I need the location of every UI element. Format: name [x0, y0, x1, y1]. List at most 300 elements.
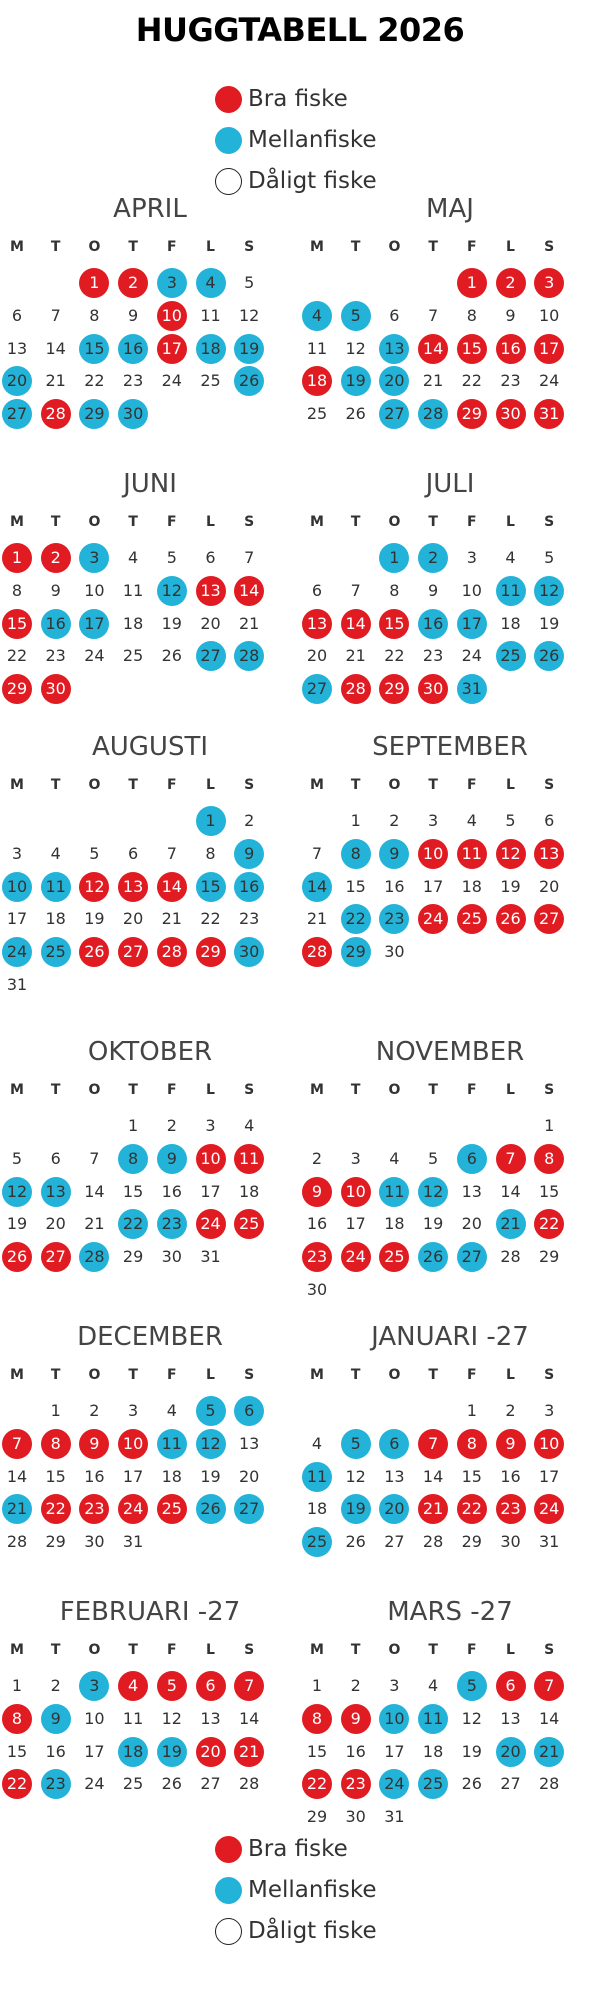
day-bra: 3 — [534, 268, 564, 298]
day-daligt: 25 — [306, 404, 328, 424]
day-mellan: 13 — [41, 1177, 71, 1207]
day-mellan: 27 — [2, 399, 32, 429]
day-bra: 9 — [341, 1704, 371, 1734]
day-daligt: 15 — [461, 1466, 482, 1486]
day-mellan: 16 — [41, 609, 71, 639]
day-mellan: 20 — [379, 1494, 409, 1524]
day-mellan: 12 — [157, 576, 187, 606]
day-mellan: 1 — [196, 806, 226, 836]
day-daligt: 1 — [466, 1401, 477, 1420]
day-daligt: 15 — [345, 876, 366, 896]
day-daligt: 28 — [6, 1532, 28, 1552]
day-mellan: 12 — [196, 1429, 226, 1459]
day-bra: 13 — [534, 839, 564, 869]
day-daligt: 26 — [461, 1774, 482, 1794]
day-daligt: 20 — [45, 1214, 66, 1234]
legend-dot-daligt — [215, 1918, 242, 1945]
day-daligt: 16 — [345, 1741, 366, 1761]
weekday-label: F — [467, 1642, 477, 1658]
day-daligt: 20 — [306, 646, 328, 666]
month-februari-27 — [0, 1593, 300, 1863]
day-daligt: 4 — [466, 811, 477, 830]
day-mellan: 29 — [341, 937, 371, 967]
day-daligt: 15 — [306, 1741, 328, 1761]
weekday-label: L — [506, 239, 515, 255]
day-bra: 6 — [196, 1671, 226, 1701]
day-bra: 21 — [418, 1494, 448, 1524]
day-bra: 29 — [457, 399, 487, 429]
day-daligt: 24 — [84, 646, 105, 666]
day-mellan: 27 — [457, 1242, 487, 1272]
day-mellan: 11 — [157, 1429, 187, 1459]
day-mellan: 19 — [234, 334, 264, 364]
day-daligt: 26 — [345, 404, 366, 424]
day-mellan: 9 — [41, 1704, 71, 1734]
weekday-label: M — [310, 777, 324, 793]
day-daligt: 20 — [200, 613, 221, 633]
weekday-label: O — [88, 777, 101, 793]
day-bra: 20 — [196, 1737, 226, 1767]
day-daligt: 12 — [461, 1708, 482, 1728]
day-mellan: 24 — [2, 937, 32, 967]
day-mellan: 21 — [534, 1737, 564, 1767]
day-daligt: 14 — [45, 338, 66, 358]
day-daligt: 15 — [539, 1181, 560, 1201]
day-daligt: 19 — [422, 1214, 444, 1234]
day-daligt: 18 — [422, 1741, 444, 1761]
day-mellan: 17 — [457, 609, 487, 639]
day-bra: 5 — [157, 1671, 187, 1701]
day-daligt: 30 — [384, 942, 405, 962]
weekday-label: F — [167, 239, 177, 255]
day-mellan: 25 — [418, 1769, 448, 1799]
day-daligt: 1 — [128, 1116, 139, 1135]
month-mars-27 — [300, 1593, 600, 1863]
day-mellan: 19 — [341, 1494, 371, 1524]
day-daligt: 18 — [461, 876, 482, 896]
day-bra: 15 — [457, 334, 487, 364]
day-bra: 22 — [457, 1494, 487, 1524]
day-daligt: 7 — [89, 1148, 100, 1168]
day-daligt: 17 — [6, 909, 28, 929]
day-daligt: 31 — [200, 1247, 221, 1267]
month-oktober — [0, 1033, 300, 1303]
day-daligt: 25 — [122, 646, 144, 666]
legend-dot-mellan — [215, 127, 242, 154]
day-mellan: 19 — [341, 366, 371, 396]
day-mellan: 20 — [2, 366, 32, 396]
day-daligt: 16 — [45, 1741, 66, 1761]
day-bra: 22 — [2, 1769, 32, 1799]
day-daligt: 16 — [500, 1466, 521, 1486]
day-daligt: 21 — [422, 371, 444, 391]
day-bra: 8 — [534, 1144, 564, 1174]
day-daligt: 8 — [89, 305, 100, 325]
day-daligt: 13 — [6, 338, 28, 358]
day-bra: 24 — [341, 1242, 371, 1272]
day-bra: 30 — [496, 399, 526, 429]
day-daligt: 5 — [244, 273, 255, 292]
day-mellan: 11 — [302, 1462, 332, 1492]
weekday-label: T — [350, 1367, 361, 1383]
legend-item-daligt — [215, 1914, 377, 1948]
day-bra: 23 — [79, 1494, 109, 1524]
day-daligt: 4 — [428, 1676, 439, 1695]
weekday-label: M — [310, 1082, 324, 1098]
weekday-label: T — [350, 1642, 361, 1658]
weekday-label: M — [10, 777, 24, 793]
weekday-label: T — [428, 239, 438, 255]
day-daligt: 27 — [200, 1774, 221, 1794]
day-daligt: 1 — [544, 1116, 555, 1135]
day-bra: 30 — [41, 674, 71, 704]
day-daligt: 26 — [161, 646, 182, 666]
day-bra: 2 — [496, 268, 526, 298]
day-mellan: 3 — [79, 1671, 109, 1701]
day-mellan: 27 — [196, 641, 226, 671]
day-daligt: 30 — [500, 1532, 521, 1552]
day-daligt: 6 — [205, 548, 216, 567]
day-bra: 11 — [457, 839, 487, 869]
day-bra: 8 — [41, 1429, 71, 1459]
day-daligt: 12 — [345, 1466, 366, 1486]
weekday-label: L — [206, 1367, 215, 1383]
day-daligt: 13 — [200, 1708, 221, 1728]
day-bra: 13 — [196, 576, 226, 606]
day-daligt: 16 — [84, 1466, 105, 1486]
day-daligt: 25 — [122, 1774, 144, 1794]
day-daligt: 22 — [84, 371, 105, 391]
weekday-label: O — [88, 1367, 101, 1383]
day-bra: 14 — [418, 334, 448, 364]
day-bra: 14 — [157, 872, 187, 902]
weekday-label: T — [128, 777, 138, 793]
month-name: FEBRUARI -27 — [59, 1597, 241, 1627]
month-januari-27 — [300, 1318, 600, 1588]
day-bra: 10 — [341, 1177, 371, 1207]
day-daligt: 5 — [11, 1148, 23, 1168]
day-bra: 27 — [118, 937, 148, 967]
weekday-label: F — [467, 1082, 477, 1098]
day-bra: 15 — [2, 609, 32, 639]
day-bra: 6 — [496, 1671, 526, 1701]
day-bra: 7 — [2, 1429, 32, 1459]
day-daligt: 20 — [122, 909, 144, 929]
month-name: DECEMBER — [77, 1322, 223, 1352]
day-daligt: 19 — [500, 876, 521, 896]
weekday-label: O — [88, 514, 101, 530]
day-bra: 7 — [418, 1429, 448, 1459]
weekday-label: M — [310, 514, 324, 530]
day-daligt: 28 — [500, 1247, 521, 1267]
day-daligt: 29 — [45, 1532, 66, 1552]
day-mellan: 12 — [418, 1177, 448, 1207]
day-mellan: 23 — [157, 1209, 187, 1239]
day-daligt: 12 — [239, 305, 260, 325]
day-daligt: 31 — [122, 1532, 144, 1552]
day-daligt: 5 — [505, 811, 516, 830]
day-bra: 1 — [79, 268, 109, 298]
day-daligt: 3 — [428, 811, 439, 830]
day-bra: 13 — [302, 609, 332, 639]
day-daligt: 21 — [345, 646, 366, 666]
day-daligt: 18 — [306, 1499, 328, 1519]
day-daligt: 16 — [161, 1181, 182, 1201]
weekday-label: O — [388, 239, 401, 255]
day-daligt: 23 — [239, 909, 260, 929]
day-daligt: 18 — [384, 1214, 405, 1234]
day-mellan: 12 — [534, 576, 564, 606]
day-mellan: 24 — [379, 1769, 409, 1799]
day-daligt: 27 — [384, 1532, 405, 1552]
legend-label: Mellanfiske — [248, 1877, 377, 1903]
day-mellan: 28 — [79, 1242, 109, 1272]
weekday-label: S — [544, 777, 555, 793]
day-daligt: 14 — [84, 1181, 105, 1201]
weekday-label: T — [128, 1642, 138, 1658]
day-daligt: 16 — [306, 1214, 328, 1234]
day-daligt: 19 — [461, 1741, 482, 1761]
day-daligt: 8 — [466, 305, 477, 325]
month-juli — [300, 465, 600, 735]
legend-dot-bra — [215, 86, 242, 113]
day-bra: 1 — [457, 268, 487, 298]
weekday-label: S — [544, 514, 555, 530]
day-mellan: 14 — [302, 872, 332, 902]
day-daligt: 6 — [128, 843, 139, 863]
weekday-label: F — [167, 1642, 177, 1658]
day-mellan: 13 — [379, 334, 409, 364]
day-bra: 23 — [341, 1769, 371, 1799]
day-mellan: 31 — [457, 674, 487, 704]
day-daligt: 2 — [244, 811, 255, 830]
weekday-label: T — [50, 777, 61, 793]
day-daligt: 22 — [6, 646, 28, 666]
day-daligt: 30 — [345, 1807, 366, 1827]
day-daligt: 10 — [84, 1708, 105, 1728]
day-daligt: 17 — [122, 1466, 144, 1486]
day-daligt: 10 — [539, 305, 560, 325]
weekday-label: L — [506, 1367, 515, 1383]
day-daligt: 1 — [350, 811, 361, 830]
weekday-label: T — [50, 514, 61, 530]
day-daligt: 19 — [6, 1214, 28, 1234]
day-mellan: 27 — [234, 1494, 264, 1524]
day-bra: 10 — [157, 301, 187, 331]
day-mellan: 6 — [457, 1144, 487, 1174]
day-daligt: 7 — [244, 548, 255, 567]
weekday-label: T — [428, 1642, 438, 1658]
day-daligt: 2 — [50, 1676, 61, 1695]
day-mellan: 16 — [234, 872, 264, 902]
day-daligt: 10 — [461, 580, 482, 600]
day-daligt: 9 — [505, 305, 516, 325]
day-mellan: 6 — [234, 1396, 264, 1426]
day-mellan: 25 — [302, 1527, 332, 1557]
legend-item-mellan — [215, 1873, 377, 1907]
weekday-label: S — [244, 1082, 255, 1098]
weekday-label: M — [10, 1367, 24, 1383]
day-bra: 27 — [41, 1242, 71, 1272]
weekday-label: M — [10, 514, 24, 530]
month-maj — [300, 190, 600, 460]
day-mellan: 11 — [41, 872, 71, 902]
day-daligt: 2 — [311, 1148, 323, 1168]
day-mellan: 4 — [196, 268, 226, 298]
day-bra: 1 — [2, 543, 32, 573]
day-daligt: 6 — [50, 1148, 61, 1168]
day-daligt: 11 — [200, 305, 221, 325]
day-daligt: 17 — [200, 1181, 221, 1201]
day-daligt: 4 — [244, 1116, 255, 1135]
weekday-label: S — [544, 1367, 555, 1383]
weekday-label: F — [467, 514, 477, 530]
day-daligt: 17 — [345, 1214, 366, 1234]
day-daligt: 2 — [505, 1401, 516, 1420]
month-december — [0, 1318, 300, 1588]
day-bra: 24 — [118, 1494, 148, 1524]
day-mellan: 5 — [457, 1671, 487, 1701]
weekday-label: L — [206, 514, 215, 530]
weekday-label: F — [467, 239, 477, 255]
day-daligt: 29 — [539, 1247, 560, 1267]
day-daligt: 17 — [84, 1741, 105, 1761]
day-daligt: 30 — [161, 1247, 182, 1267]
day-daligt: 11 — [306, 338, 328, 358]
month-september — [300, 728, 600, 998]
day-daligt: 31 — [384, 1807, 405, 1827]
weekday-label: T — [350, 777, 361, 793]
day-daligt: 7 — [428, 305, 439, 325]
day-bra: 28 — [157, 937, 187, 967]
day-bra: 29 — [2, 674, 32, 704]
weekday-label: F — [467, 777, 477, 793]
day-daligt: 18 — [45, 909, 66, 929]
day-daligt: 16 — [384, 876, 405, 896]
day-mellan: 2 — [418, 543, 448, 573]
day-bra: 21 — [234, 1737, 264, 1767]
day-mellan: 11 — [379, 1177, 409, 1207]
legend-dot-bra — [215, 1836, 242, 1863]
day-daligt: 14 — [539, 1708, 560, 1728]
day-daligt: 30 — [306, 1280, 328, 1299]
day-daligt: 4 — [128, 548, 139, 567]
legend-label: Dåligt fiske — [248, 168, 377, 194]
day-bra: 7 — [234, 1671, 264, 1701]
day-daligt: 24 — [161, 371, 182, 391]
day-bra: 30 — [418, 674, 448, 704]
weekday-label: L — [206, 1642, 215, 1658]
legend-label: Dåligt fiske — [248, 1918, 377, 1944]
day-daligt: 1 — [311, 1676, 323, 1695]
day-mellan: 6 — [379, 1429, 409, 1459]
weekday-label: T — [50, 1367, 61, 1383]
weekday-label: O — [88, 239, 101, 255]
day-daligt: 1 — [11, 1676, 23, 1695]
day-mellan: 30 — [118, 399, 148, 429]
day-mellan: 10 — [2, 872, 32, 902]
weekday-label: T — [50, 1642, 61, 1658]
weekday-label: L — [206, 1082, 215, 1098]
day-bra: 22 — [41, 1494, 71, 1524]
day-daligt: 15 — [122, 1181, 144, 1201]
day-mellan: 23 — [379, 904, 409, 934]
day-mellan: 5 — [341, 301, 371, 331]
day-bra: 12 — [496, 839, 526, 869]
day-daligt: 5 — [89, 843, 100, 863]
day-daligt: 28 — [422, 1532, 444, 1552]
day-mellan: 20 — [496, 1737, 526, 1767]
day-daligt: 20 — [239, 1466, 260, 1486]
weekday-label: S — [544, 1642, 555, 1658]
day-bra: 25 — [457, 904, 487, 934]
day-daligt: 21 — [161, 909, 182, 929]
day-daligt: 21 — [84, 1214, 105, 1234]
weekday-label: T — [428, 1082, 438, 1098]
day-bra: 22 — [302, 1769, 332, 1799]
day-daligt: 6 — [311, 580, 323, 600]
weekday-label: O — [88, 1642, 101, 1658]
day-daligt: 14 — [500, 1181, 521, 1201]
day-mellan: 11 — [418, 1704, 448, 1734]
day-mellan: 21 — [2, 1494, 32, 1524]
day-daligt: 20 — [461, 1214, 482, 1234]
day-mellan: 10 — [379, 1704, 409, 1734]
day-daligt: 4 — [50, 843, 61, 863]
day-bra: 29 — [196, 937, 226, 967]
day-daligt: 5 — [428, 1148, 439, 1168]
day-mellan: 15 — [196, 872, 226, 902]
day-mellan: 18 — [118, 1737, 148, 1767]
day-bra: 26 — [496, 904, 526, 934]
legend-item-bra — [215, 82, 348, 116]
day-mellan: 22 — [118, 1209, 148, 1239]
day-bra: 7 — [534, 1671, 564, 1701]
weekday-label: S — [244, 239, 255, 255]
weekday-label: T — [428, 777, 438, 793]
day-daligt: 23 — [422, 646, 444, 666]
weekday-label: T — [128, 514, 138, 530]
day-bra: 26 — [2, 1242, 32, 1272]
day-daligt: 24 — [461, 646, 482, 666]
day-mellan: 3 — [157, 268, 187, 298]
weekday-label: O — [388, 1367, 401, 1383]
day-daligt: 21 — [239, 613, 260, 633]
day-mellan: 15 — [79, 334, 109, 364]
day-bra: 8 — [457, 1429, 487, 1459]
day-daligt: 12 — [161, 1708, 182, 1728]
day-bra: 23 — [302, 1242, 332, 1272]
day-daligt: 4 — [389, 1148, 400, 1168]
weekday-label: T — [428, 514, 438, 530]
day-daligt: 6 — [389, 305, 400, 325]
day-daligt: 19 — [200, 1466, 221, 1486]
weekday-label: S — [244, 777, 255, 793]
day-daligt: 11 — [122, 1708, 144, 1728]
day-bra: 24 — [418, 904, 448, 934]
day-mellan: 17 — [79, 609, 109, 639]
day-mellan: 29 — [79, 399, 109, 429]
day-daligt: 22 — [384, 646, 405, 666]
day-mellan: 30 — [234, 937, 264, 967]
month-april — [0, 190, 300, 460]
day-daligt: 10 — [84, 580, 105, 600]
day-mellan: 22 — [341, 904, 371, 934]
day-mellan: 26 — [196, 1494, 226, 1524]
day-daligt: 27 — [500, 1774, 521, 1794]
month-juni — [0, 465, 300, 735]
weekday-label: F — [467, 1367, 477, 1383]
